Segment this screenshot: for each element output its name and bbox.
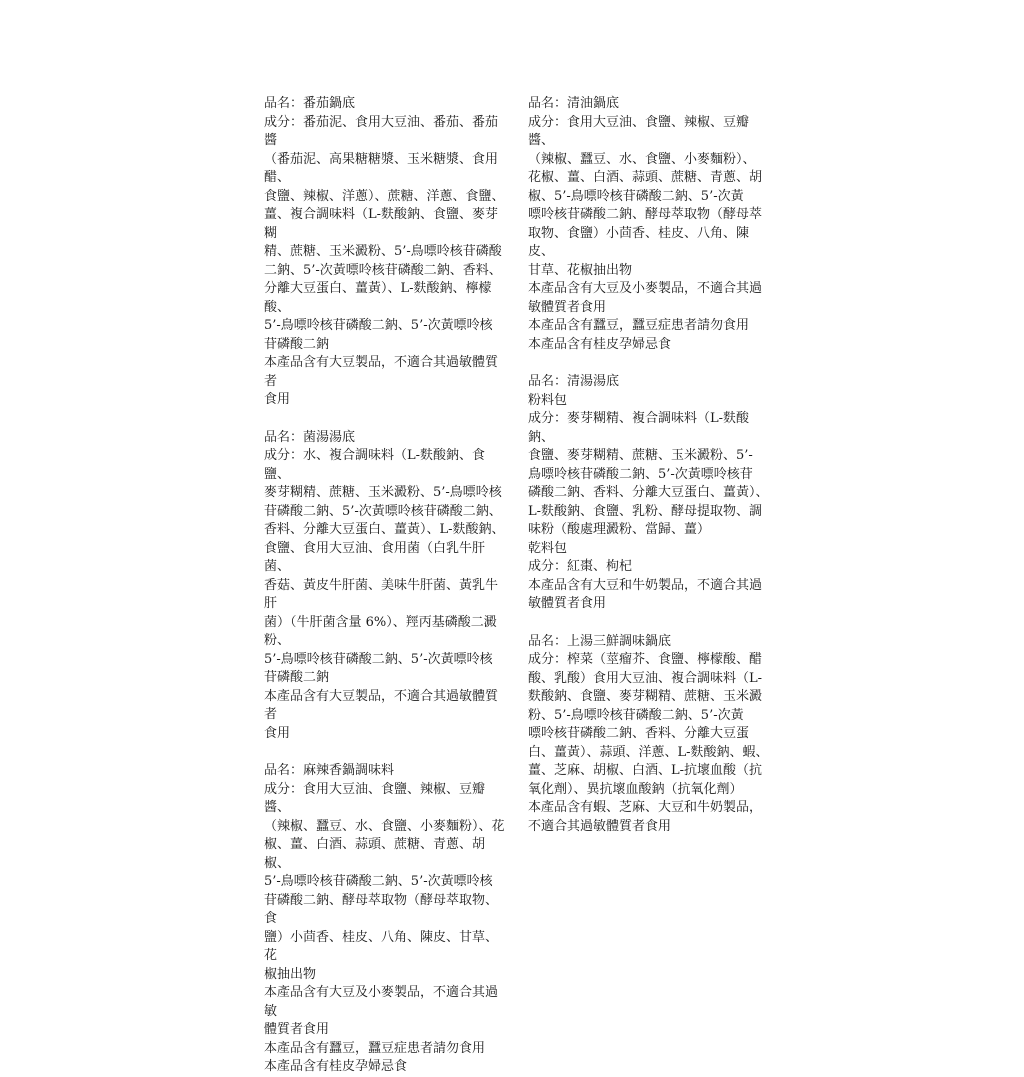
label-text-line: 5’-鳥嘌呤核苷磷酸二鈉、5’-次黃嘌呤核 — [264, 651, 493, 667]
label-text-line: 嘌呤核苷磷酸二鈉、香料、分離大豆蛋 — [528, 726, 750, 741]
label-text-line: 本產品含有蝦、芝麻、大豆和牛奶製品， — [528, 800, 763, 815]
label-text-line: 椒、薑、白酒、蒜頭、蔗糖、青蔥、胡椒、 — [264, 837, 486, 871]
label-text-line: 本產品含有大豆和牛奶製品，不適合其過 — [528, 577, 763, 593]
label-text-line: 敏體質者食用 — [528, 299, 607, 315]
label-text-line: 不適合其過敏體質者食用 — [528, 818, 672, 834]
label-text-line: 本產品含有桂皮孕婦忌食 — [264, 1059, 408, 1074]
label-text-line: 苷磷酸二鈉 — [264, 670, 330, 685]
label-text-line: 本產品含有蠶豆，蠶豆症患者請勿食用 — [528, 318, 750, 333]
right-column — [528, 95, 773, 836]
label-text-line: 香料、分離大豆蛋白、薑黃）、L-麩酸鈉、 — [264, 522, 505, 537]
label-text-line: 薑、複合調味料（L-麩酸鈉、食鹽、麥芽糊 — [264, 207, 499, 241]
product-label-block — [528, 373, 773, 614]
label-text-line: （辣椒、蠶豆、水、食鹽、小麥麵粉）、 — [528, 151, 756, 167]
product-label-block — [264, 762, 509, 1077]
label-text-line: 食用 — [264, 392, 291, 407]
label-text-line: 體質者食用 — [264, 1022, 330, 1037]
label-text-line: 白、薑黃）、蒜頭、洋蔥、L-麩酸鈉、蝦、 — [528, 744, 769, 760]
label-text-line: 成分：紅棗、枸杞 — [528, 559, 633, 574]
label-text-line: 麩酸鈉、食鹽、麥芽糊精、蔗糖、玉米澱 — [528, 689, 763, 704]
product-label-block — [264, 95, 509, 410]
label-text-line: 分離大豆蛋白、薑黃）、L-麩酸鈉、檸檬酸、 — [264, 281, 492, 315]
label-text-line: 取物、食鹽）小茴香、桂皮、八角、陳皮、 — [528, 225, 750, 259]
label-text-line: 椒抽出物 — [264, 966, 317, 982]
label-text-line: 5’-鳥嘌呤核苷磷酸二鈉、5’-次黃嘌呤核 — [264, 318, 493, 333]
label-text-line: （辣椒、蠶豆、水、食鹽、小麥麵粉）、花 — [264, 818, 505, 834]
left-column — [264, 95, 509, 1077]
label-text-line: 氧化劑）、異抗壞血酸鈉（抗氧化劑） — [528, 781, 743, 797]
label-text-line: 苷磷酸二鈉、5’-次黃嘌呤核苷磷酸二鈉、 — [264, 503, 502, 519]
label-text-line: 食鹽、麥芽糊精、蔗糖、玉米澱粉、5’- — [528, 448, 753, 463]
label-text-line: 菌）（牛肝菌含量 6%）、羥丙基磷酸二澱粉、 — [264, 614, 497, 648]
product-name: 品名：清湯湯底 — [528, 374, 620, 389]
label-text-line: 味粉（酸處理澱粉、當歸、薑） — [528, 522, 711, 537]
label-text-line: 成分：水、複合調味料（L-麩酸鈉、食鹽、 — [264, 448, 486, 482]
label-text-line: 薑、芝麻、胡椒、白酒、L-抗壞血酸（抗 — [528, 763, 763, 778]
product-name: 品名：上湯三鮮調味鍋底 — [528, 633, 672, 649]
label-text-line: 苷磷酸二鈉、酵母萃取物（酵母萃取物、食 — [264, 892, 499, 926]
product-name: 品名：番茄鍋底 — [264, 96, 356, 111]
label-text-line: 精、蔗糖、玉米澱粉、5’-鳥嘌呤核苷磷酸 — [264, 244, 502, 259]
label-text-line: 成分：榨菜（莖瘤芥、食鹽、檸檬酸、醋 — [528, 652, 763, 667]
label-text-line: 5’-鳥嘌呤核苷磷酸二鈉、5’-次黃嘌呤核 — [264, 874, 493, 889]
label-text-line: 花椒、薑、白酒、蒜頭、蔗糖、青蔥、胡 — [528, 170, 763, 185]
label-text-line: 乾料包 — [528, 540, 568, 556]
label-text-line: （番茄泥、高果糖糖漿、玉米糖漿、食用醋、 — [264, 151, 499, 185]
label-text-line: 本產品含有大豆製品，不適合其過敏體質者 — [264, 355, 499, 389]
label-text-line: 粉料包 — [528, 392, 568, 408]
label-text-line: 椒、5’-鳥嘌呤核苷磷酸二鈉、5’-次黃 — [528, 188, 744, 204]
label-text-line: 食鹽、食用大豆油、食用菌（白乳牛肝菌、 — [264, 540, 486, 574]
label-text-line: 甘草、花椒抽出物 — [528, 262, 633, 278]
product-label-block — [528, 95, 773, 354]
label-text-line: 二鈉、5’-次黃嘌呤核苷磷酸二鈉、香料、 — [264, 262, 502, 278]
label-text-line: 成分：番茄泥、食用大豆油、番茄、番茄醬 — [264, 114, 499, 148]
label-text-line: 本產品含有大豆及小麥製品，不適合其過敏 — [264, 985, 499, 1019]
label-text-line: 成分：食用大豆油、食鹽、辣椒、豆瓣醬、 — [264, 781, 486, 815]
label-text-line: 香菇、黃皮牛肝菌、美味牛肝菌、黃乳牛肝 — [264, 577, 499, 611]
label-text-line: 粉、5’-鳥嘌呤核苷磷酸二鈉、5’-次黃 — [528, 707, 744, 723]
label-text-line: 本產品含有桂皮孕婦忌食 — [528, 336, 672, 352]
label-text-line: L-麩酸鈉、食鹽、乳粉、酵母提取物、調 — [528, 503, 763, 519]
product-label-block — [528, 633, 773, 837]
product-label-block — [264, 429, 509, 744]
label-text-line: 成分：麥芽糊精、複合調味料（L-麩酸鈉、 — [528, 411, 750, 445]
label-text-line: 鳥嘌呤核苷磷酸二鈉、5’-次黃嘌呤核苷 — [528, 466, 753, 482]
label-text-line: 本產品含有蠶豆，蠶豆症患者請勿食用 — [264, 1040, 486, 1056]
product-name: 品名：麻辣香鍋調味料 — [264, 763, 395, 778]
label-text-line: 鹽）小茴香、桂皮、八角、陳皮、甘草、花 — [264, 929, 499, 963]
label-text-line: 磷酸二鈉、香料、分離大豆蛋白、薑黃）、 — [528, 485, 769, 500]
product-name: 品名：清油鍋底 — [528, 96, 620, 111]
label-text-line: 本產品含有大豆製品，不適合其過敏體質者 — [264, 688, 499, 722]
label-text-line: 酸、乳酸）食用大豆油、複合調味料（L- — [528, 670, 763, 686]
label-text-line: 麥芽糊精、蔗糖、玉米澱粉、5’-鳥嘌呤核 — [264, 485, 502, 500]
label-text-line: 食用 — [264, 725, 291, 741]
label-text-line: 嘌呤核苷磷酸二鈉、酵母萃取物（酵母萃 — [528, 207, 763, 222]
label-text-line: 成分：食用大豆油、食鹽、辣椒、豆瓣醬、 — [528, 114, 750, 148]
label-text-line: 敏體質者食用 — [528, 596, 607, 611]
label-text-line: 本產品含有大豆及小麥製品，不適合其過 — [528, 281, 763, 296]
label-text-line: 苷磷酸二鈉 — [264, 336, 330, 352]
label-text-line: 食鹽、辣椒、洋蔥）、蔗糖、洋蔥、食鹽、 — [264, 188, 505, 204]
product-name: 品名：菌湯湯底 — [264, 429, 356, 445]
